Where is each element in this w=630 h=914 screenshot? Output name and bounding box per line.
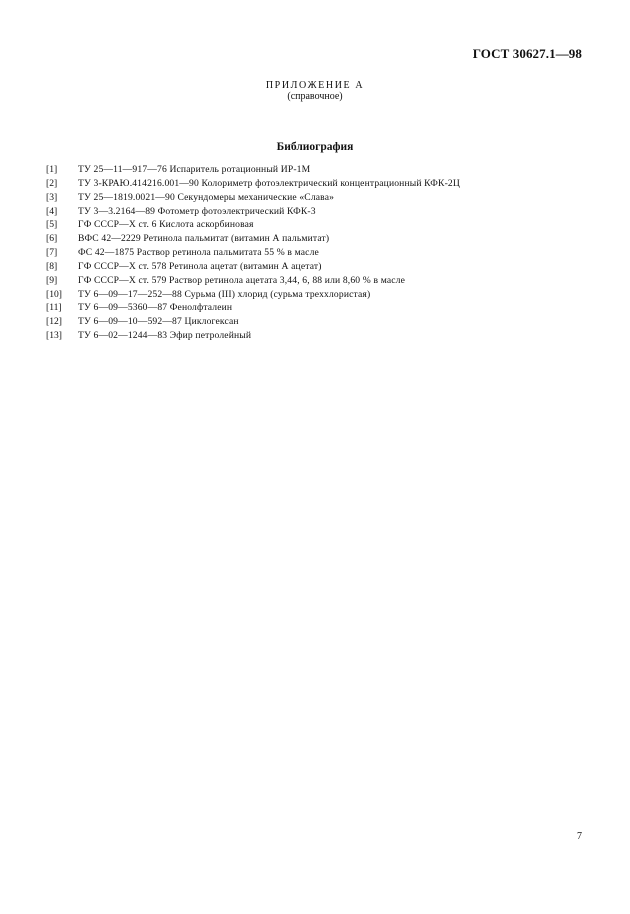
- bibliography-item-number: [2]: [46, 177, 58, 189]
- page-number: 7: [577, 831, 582, 842]
- bibliography-item: [46, 191, 586, 205]
- bibliography-item-text: ТУ 3—3.2164—89 Фотометр фотоэлектрический КФК-3: [78, 205, 316, 217]
- bibliography-item-number: [4]: [46, 205, 58, 217]
- bibliography-item-text: ТУ 6—09—5360—87 Фенолфталеин: [78, 302, 233, 314]
- bibliography-item-number: [7]: [46, 247, 58, 259]
- bibliography-item-number: [3]: [46, 191, 58, 203]
- appendix-title: ПРИЛОЖЕНИЕ А: [265, 80, 365, 91]
- bibliography-item-number: [8]: [46, 260, 58, 272]
- bibliography-item-number: [12]: [46, 316, 62, 328]
- bibliography-item: [46, 260, 586, 274]
- document-code: ГОСТ 30627.1—98: [472, 46, 582, 61]
- bibliography-item: [46, 301, 586, 315]
- bibliography-item: [46, 315, 586, 329]
- bibliography-item-text: ГФ СССР—X ст. 6 Кислота аскорбиновая: [78, 219, 254, 231]
- appendix-subtitle: (справочное): [287, 91, 343, 102]
- bibliography-item-text: ТУ 6—02—1244—83 Эфир петролейный: [78, 330, 252, 342]
- bibliography-item: [46, 163, 586, 177]
- bibliography-item-text: ГФ СССР—X ст. 579 Раствор ретинола ацетата 3,44, 6, 88 или 8,60 % в масле: [78, 274, 406, 286]
- bibliography-item-number: [5]: [46, 219, 58, 231]
- bibliography-item-number: [9]: [46, 274, 58, 286]
- bibliography-item-text: ТУ 6—09—17—252—88 Сурьма (III) хлорид (сурьма треххлористая): [78, 288, 371, 300]
- bibliography-item-number: [10]: [46, 288, 62, 300]
- appendix-heading: [0, 80, 630, 102]
- bibliography-item-text: ТУ 25—11—917—76 Испаритель ротационный ИР-1М: [78, 164, 311, 175]
- bibliography-item-number: [13]: [46, 330, 62, 342]
- bibliography-item: [46, 177, 586, 191]
- bibliography-item-text: ФС 42—1875 Раствор ретинола пальмитата 55 % в масле: [78, 247, 319, 259]
- bibliography-item: [46, 232, 586, 246]
- bibliography-item: [46, 288, 586, 302]
- bibliography-list: [46, 163, 586, 343]
- bibliography-item-number: [6]: [46, 233, 58, 245]
- bibliography-item: [46, 329, 586, 343]
- bibliography-item-text: ТУ 25—1819.0021—90 Секундомеры механические «Слава»: [78, 191, 335, 203]
- bibliography-item: [46, 246, 586, 260]
- bibliography-item: [46, 218, 586, 232]
- bibliography-item-text: ТУ 3-КРАЮ.414216.001—90 Колориметр фотоэлектрический концентрационный КФК-2Ц: [78, 177, 460, 189]
- bibliography-item: [46, 205, 586, 219]
- bibliography-item-text: ВФС 42—2229 Ретинола пальмитат (витамин А пальмитат): [78, 233, 330, 245]
- bibliography-title: Библиография: [276, 141, 354, 153]
- bibliography-item-number: [1]: [46, 164, 58, 175]
- bibliography-item-number: [11]: [46, 302, 62, 314]
- bibliography-item-text: ТУ 6—09—10—592—87 Циклогексан: [78, 316, 239, 328]
- bibliography-item: [46, 274, 586, 288]
- bibliography-item-text: ГФ СССР—X ст. 578 Ретинола ацетат (витамин А ацетат): [78, 260, 322, 272]
